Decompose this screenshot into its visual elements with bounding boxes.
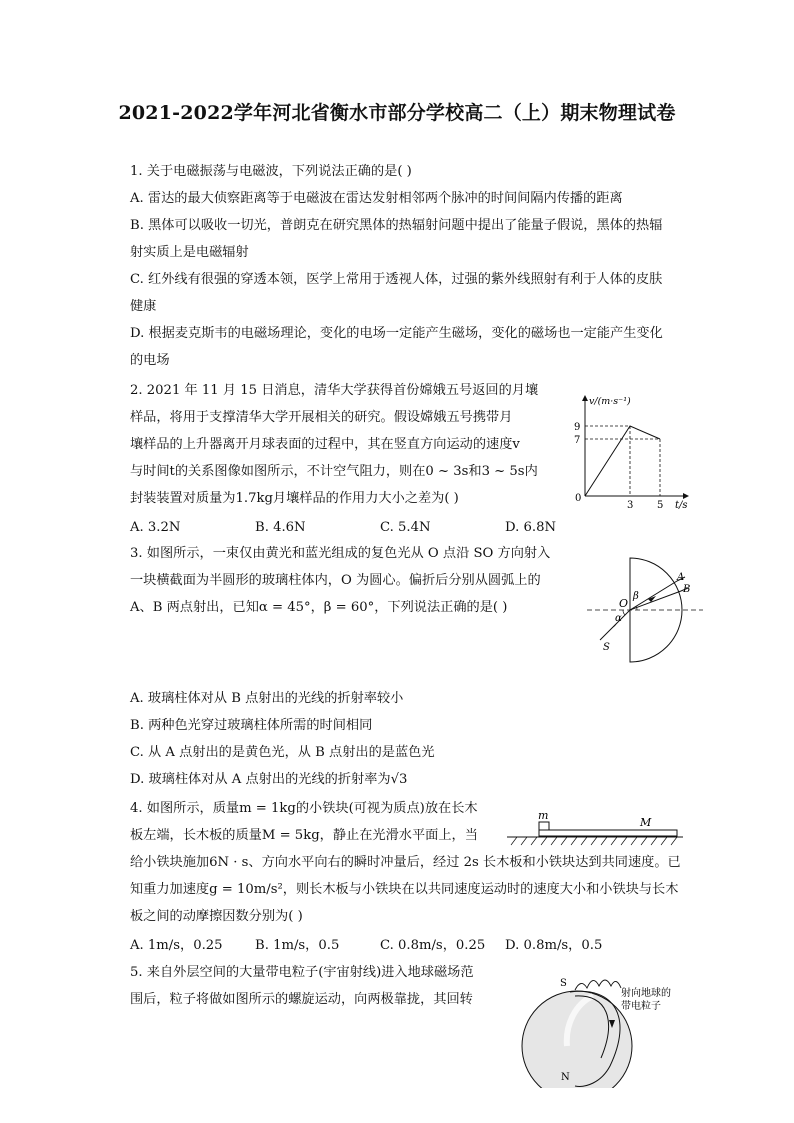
q2-line-2: 样品，将用于支撑清华大学开展相关的研究。假设嫦娥五号携带月 [130,410,513,425]
q1-option-b-line2: 射实质上是电磁辐射 [130,245,249,260]
x-tick-5: 5 [657,500,664,511]
q2-option-a: A. 3.2N [130,520,181,535]
q2-option-b: B. 4.6N [255,520,306,535]
q3-option-a: A. 玻璃柱体对从 B 点射出的光线的折射率较小 [130,691,404,706]
long-board [539,830,677,836]
ground-hatch [511,837,677,845]
q4-board-diagram [505,808,685,848]
y-axis-label: v/(m·s⁻¹) [589,396,631,407]
label-beta: β [633,591,639,602]
q2-options [130,519,556,537]
q2-option-c: C. 5.4N [380,520,431,535]
q1-option-a: A. 雷达的最大侦察距离等于电磁波在雷达发射相邻两个脉冲的时间间隔内传播的距离 [130,191,623,206]
spiral-path [575,980,621,990]
alpha-arc [623,610,625,615]
label-m: m [538,809,549,822]
label-a: A [677,572,685,583]
q3-line-2: 一块横截面为半圆形的玻璃柱体内，O 为圆心。偏折后分别从圆弧上的 [130,573,541,588]
q1-option-d-line1: D. 根据麦克斯韦的电磁场理论，变化的电场一定能产生磁场，变化的磁场也一定能产生变化 [130,326,663,341]
q5-line-1: 5. 来自外层空间的大量带电粒子(宇宙射线)进入地球磁场范 [130,965,474,980]
q2-line-4: 与时间t的关系图像如图所示，不计空气阻力，则在0 ~ 3s和3 ~ 5s内 [130,464,538,479]
label-particle-2: 带电粒子 [621,1001,661,1012]
y-tick-7: 7 [574,435,581,446]
label-b: B [683,584,691,595]
q1-option-b-line1: B. 黑体可以吸收一切光，普朗克在研究黑体的热辐射问题中提出了能量子假说，黑体的热辐 [130,218,663,233]
q4-line-1: 4. 如图所示，质量m = 1kg的小铁块(可视为质点)放在长木 [130,801,478,816]
q1-option-c-line2: 健康 [130,299,157,314]
label-alpha: α [615,613,622,624]
label-n-pole: N [561,1072,570,1083]
q4-options [130,937,602,955]
q4-line-2: 板左端，长木板的质量M = 5kg，静止在光滑水平面上，当 [130,828,478,843]
q1-option-c-line1: C. 红外线有很强的穿透本领，医学上常用于透视人体，过强的紫外线照射有利于人体的皮肤 [130,272,663,287]
q4-option-b: B. 1m/s，0.5 [255,938,340,953]
q4-line-5: 板之间的动摩擦因数分别为( ) [130,909,303,924]
label-s-pole: S [560,978,567,989]
label-particle-1: 射向地球的 [621,988,671,999]
q4-line-4: 知重力加速度g = 10m/s²，则长木板与小铁块在以共同速度运动时的速度大小和小铁块与长木 [130,882,679,897]
q1-stem: 1. 关于电磁振荡与电磁波，下列说法正确的是( ) [130,164,412,179]
label-s: S [603,642,610,653]
q3-semicircle-diagram [585,555,705,665]
q4-line-3: 给小铁块施加6N · s、方向水平向右的瞬时冲量后，经过 2s 长木板和小铁块达到共同速度。已 [130,855,681,870]
x-axis-label: t/s [675,500,688,511]
q4-option-d: D. 0.8m/s，0.5 [505,938,603,953]
q3-option-c: C. 从 A 点射出的是黄色光，从 B 点射出的是蓝色光 [130,745,435,760]
q2-vt-graph [560,388,695,513]
q5-line-2: 围后，粒子将做如图所示的螺旋运动，向两极靠拢，其回转 [130,992,473,1007]
q5-earth-diagram [515,968,715,1088]
y-tick-9: 9 [574,422,581,433]
q2-line-1: 2. 2021 年 11 月 15 日消息，清华大学获得首份嫦娥五号返回的月壤 [130,383,539,398]
label-o: O [619,597,629,610]
q4-option-c: C. 0.8m/s，0.25 [380,938,486,953]
q2-line-5: 封装装置对质量为1.7kg月壤样品的作用力大小之差为( ) [130,491,459,506]
label-big-m: M [640,816,652,829]
velocity-line [585,426,660,496]
x-tick-3: 3 [627,500,634,511]
q2-line-3: 壤样品的上升器离开月球表面的过程中，其在竖直方向运动的速度v [130,437,520,452]
page-title: 2021-2022学年河北省衡水市部分学校高二（上）期末物理试卷 [118,102,676,124]
origin-label: 0 [575,493,582,504]
small-block [539,822,549,830]
q4-option-a: A. 1m/s，0.25 [130,938,223,953]
q3-line-3: A、B 两点射出，已知α = 45°，β = 60°，下列说法正确的是( ) [130,600,508,615]
q3-line-1: 3. 如图所示，一束仅由黄光和蓝光组成的复色光从 O 点沿 SO 方向射入 [130,546,551,561]
q2-option-d: D. 6.8N [505,520,556,535]
q1-option-d-line2: 的电场 [130,353,170,368]
q3-option-b: B. 两种色光穿过玻璃柱体所需的时间相同 [130,718,373,733]
q3-option-d: D. 玻璃柱体对从 A 点射出的光线的折射率为√3 [130,772,408,787]
